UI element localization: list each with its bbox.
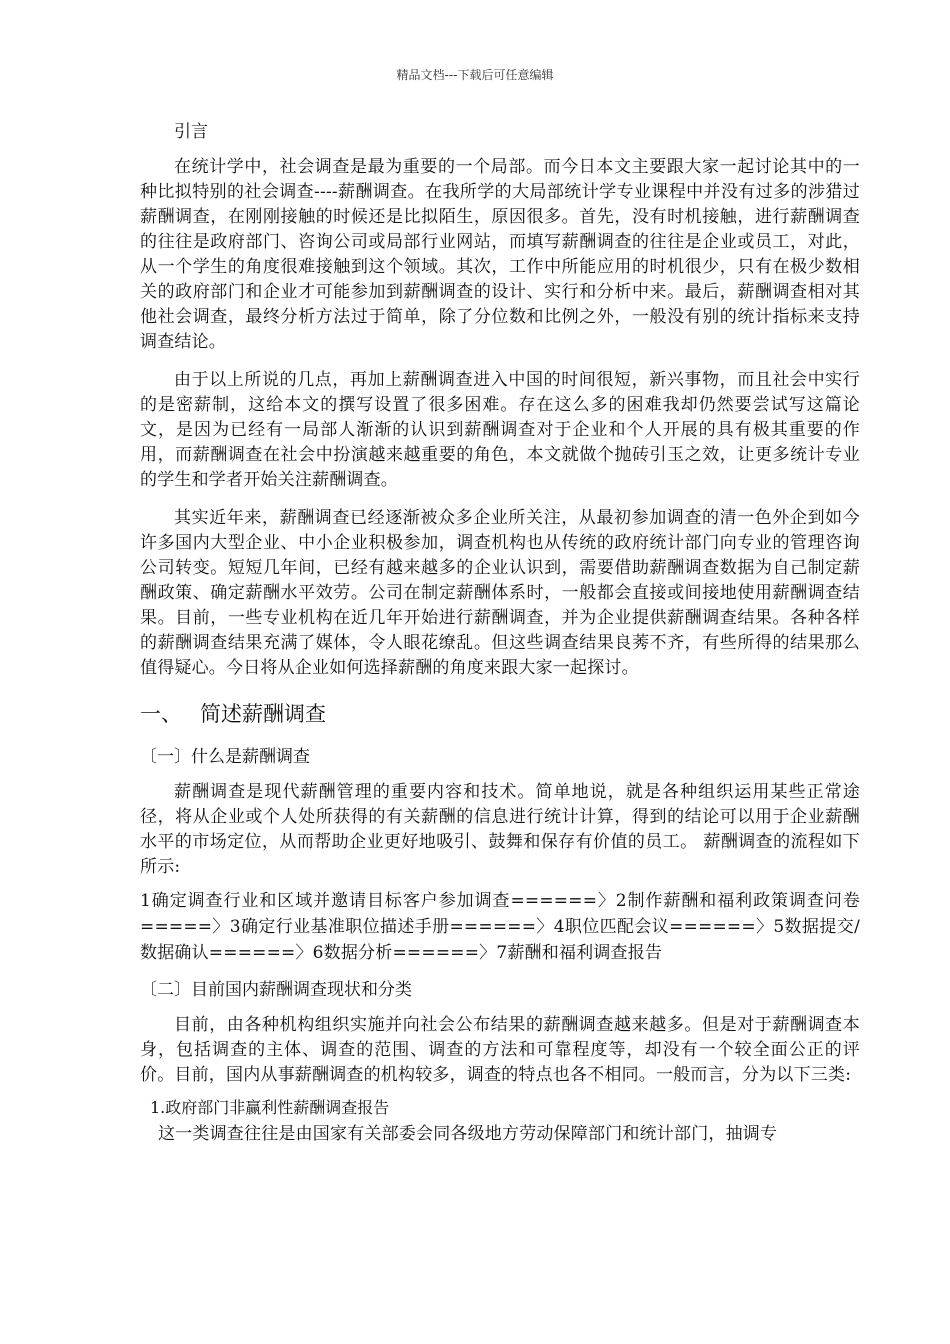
process-flow: 1确定调查行业和区域并邀请目标客户参加调查======〉2制作薪酬和福利政策调查问卷=====〉3确定行业基准职位描述手册======〉4职位匹配会议======〉5数据提交/数据确认======〉6数据分析======〉7薪酬和福利调查报告 bbox=[140, 891, 860, 963]
section-title: 简述薪酬调查 bbox=[200, 702, 326, 726]
intro-paragraph-2: 由于以上所说的几点，再加上薪酬调查进入中国的时间很短，新兴事物，而且社会中实行的是密薪制，这给本文的撰写设置了很多困难。存在这么多的困难我却仍然要尝试写这篇论文，是因为已经有一局部人渐渐的认识到薪酬调查对于企业和个人开展的具有极其重要的作用，而薪酬调查在社会中扮演越来越重要的角色，本文就做个抛砖引玉之效，让更多统计专业的学生和学者开始关注薪酬调查。 bbox=[140, 370, 860, 490]
subsection-heading-2: 〔二〕目前国内薪酬调查现状和分类 bbox=[140, 980, 412, 1000]
subsection-paragraph-2: 目前，由各种机构组织实施并向社会公布结果的薪酬调查越来越多。但是对于薪酬调查本身，包括调查的主体、调查的范围、调查的方法和可靠程度等，却没有一个较全面公正的评价。目前，国内从事薪酬调查的机构较多，调查的特点也各不相同。一般而言，分为以下三类: bbox=[140, 1015, 860, 1085]
section-heading bbox=[140, 699, 860, 729]
intro-title: 引言 bbox=[174, 122, 208, 142]
subsection-heading-1: 〔一〕什么是薪酬调查 bbox=[140, 747, 310, 767]
list-item-title: 1.政府部门非赢利性薪酬调查报告 bbox=[150, 1098, 390, 1117]
document-body bbox=[140, 120, 860, 1147]
section-number: 一、 bbox=[140, 702, 182, 726]
list-item-paragraph: 这一类调查往往是由国家有关部委会同各级地方劳动保障部门和统计部门，抽调专 bbox=[158, 1124, 778, 1144]
intro-paragraph-3: 其实近年来，薪酬调查已经逐渐被众多企业所关注，从最初参加调查的清一色外企到如今许多国内大型企业、中小企业积极参加，调查机构也从传统的政府统计部门向专业的管理咨询公司转变。短短几年间，已经有越来越多的企业认识到，需要借助薪酬调查数据为自己制定薪酬政策、确定薪酬水平效劳。公司在制定薪酬体系时，一般都会直接或间接地使用薪酬调查结果。目前，一些专业机构在近几年开始进行薪酬调查，并为企业提供薪酬调查结果。各种各样的薪酬调查结果充满了媒体，令人眼花缭乱。但这些调查结果良莠不齐，有些所得的结果那么值得疑心。今日将从企业如何选择薪酬的角度来跟大家一起探讨。 bbox=[140, 508, 860, 678]
subsection-paragraph-1: 薪酬调查是现代薪酬管理的重要内容和技术。简单地说，就是各种组织运用某些正常途径，将从企业或个人处所获得的有关薪酬的信息进行统计计算，得到的结论可以用于企业薪酬水平的市场定位，从而帮助企业更好地吸引、鼓舞和保存有价值的员工。 薪酬调查的流程如下所示: bbox=[140, 782, 860, 877]
intro-paragraph-1: 在统计学中，社会调查是最为重要的一个局部。而今日本文主要跟大家一起讨论其中的一种比拟特别的社会调查----薪酬调查。在我所学的大局部统计学专业课程中并没有过多的涉猎过薪酬调查，在刚刚接触的时候还是比拟陌生，原因很多。首先，没有时机接触，进行薪酬调查的往往是政府部门、咨询公司或局部行业网站，而填写薪酬调查的往往是企业或员工，对此，从一个学生的角度很难接触到这个领域。其次，工作中所能应用的时机很少，只有在极少数相关的政府部门和企业才可能参加到薪酬调查的设计、实行和分析中来。最后，薪酬调查相对其他社会调查，最终分析方法过于简单，除了分位数和比例之外，一般没有别的统计指标来支持调查结论。 bbox=[140, 157, 860, 352]
page-header: 精品文档---下载后可任意编辑 bbox=[396, 68, 554, 82]
